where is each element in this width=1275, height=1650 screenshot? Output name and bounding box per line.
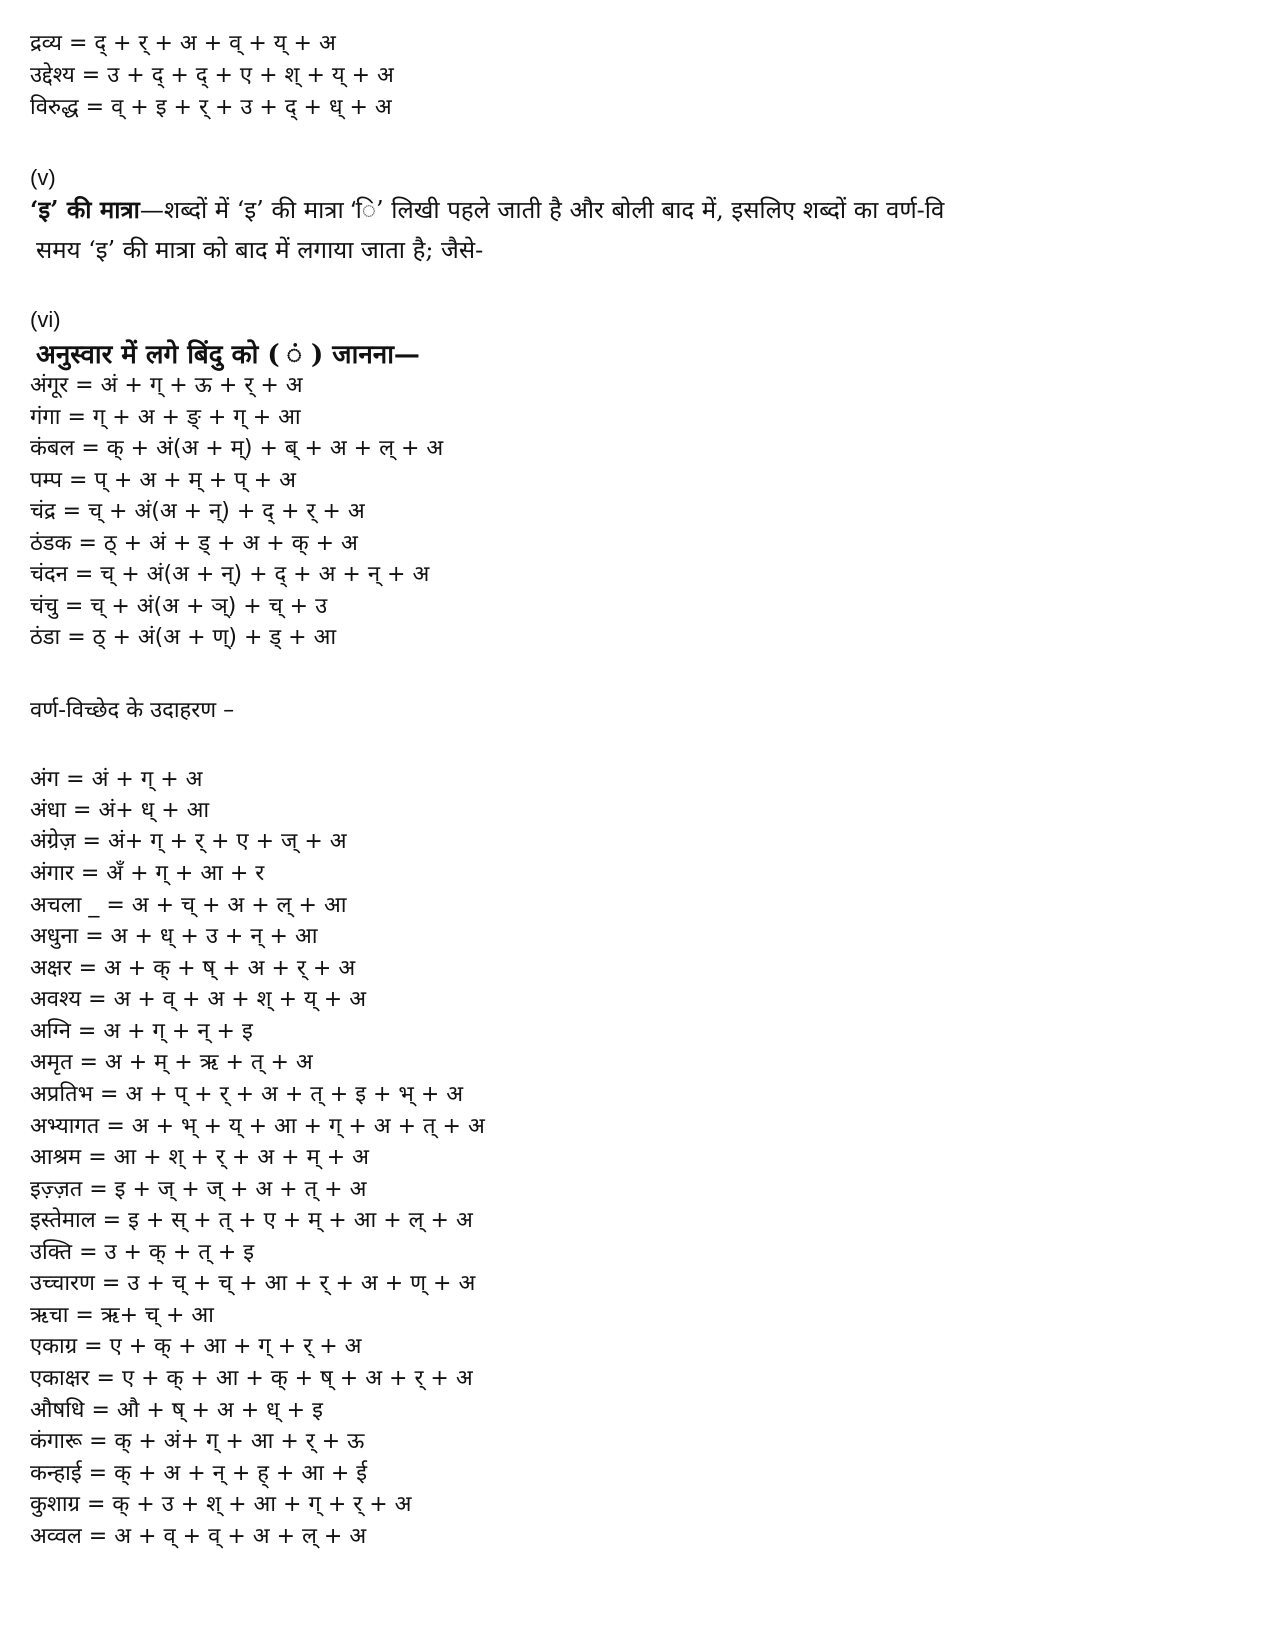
example-line-top-3: विरुद्ध = व् + इ + र् + उ + द् + ध् + अ (30, 95, 392, 120)
example-item: अंधा = अं+ ध् + आ (30, 798, 210, 823)
example-line-top-1: द्रव्य = द् + र् + अ + व् + य् + अ (30, 31, 336, 56)
section-v-bold-lead: ‘इ’ की मात्रा (30, 195, 140, 224)
example-item: अधुना = अ + ध् + उ + न् + आ (30, 924, 318, 949)
example-item: अग्नि = अ + ग् + न् + इ (30, 1019, 253, 1044)
example-item: एकाक्षर = ए + क् + आ + क् + ष् + अ + र् + अ (30, 1366, 473, 1391)
anusvar-item: पम्प = प् + अ + म् + प् + अ (30, 468, 296, 493)
example-item: उच्चारण = उ + च् + च् + आ + र् + अ + ण् + अ (30, 1271, 476, 1296)
section-v-line-1 (30, 194, 944, 226)
example-item: अभ्यागत = अ + भ् + य् + आ + ग् + अ + त् + अ (30, 1114, 485, 1139)
example-item: अंगार = अँ + ग् + आ + र (30, 861, 265, 886)
section-v-label: (v) (30, 165, 56, 190)
anusvar-item: ठंडक = ठ् + अं + ड् + अ + क् + अ (30, 531, 358, 556)
example-item: कंगारू = क् + अं+ ग् + आ + र् + ऊ (30, 1429, 365, 1454)
example-item: कन्हाई = क् + अ + न् + ह् + आ + ई (30, 1461, 368, 1486)
example-item: अचला _ = अ + च् + अ + ल् + आ (30, 893, 347, 918)
example-item: अंग = अं + ग् + अ (30, 767, 203, 792)
examples-heading: वर्ण-विच्छेद के उदाहरण – (30, 698, 235, 723)
example-item: इस्तेमाल = इ + स् + त् + ए + म् + आ + ल् + अ (30, 1208, 473, 1233)
example-item: अव्वल = अ + व् + व् + अ + ल् + अ (30, 1524, 367, 1549)
example-item: इज़्ज़त = इ + ज् + ज् + अ + त् + अ (30, 1177, 367, 1202)
anusvar-item: चंचु = च् + अं(अ + ञ्) + च् + उ (30, 594, 328, 619)
example-item: अप्रतिभ = अ + प् + र् + अ + त् + इ + भ् + अ (30, 1082, 464, 1107)
section-vi-heading: अनुस्वार में लगे बिंदु को ( ं ) जानना— (36, 340, 420, 370)
anusvar-item: चंदन = च् + अं(अ + न्) + द् + अ + न् + अ (30, 562, 430, 587)
example-item: अमृत = अ + म् + ऋ + त् + अ (30, 1050, 313, 1075)
example-item: आश्रम = आ + श् + र् + अ + म् + अ (30, 1145, 369, 1170)
example-item: अक्षर = अ + क् + ष् + अ + र् + अ (30, 956, 356, 981)
example-item: ऋचा = ऋ+ च् + आ (30, 1303, 214, 1328)
example-item: अंग्रेज़ = अं+ ग् + र् + ए + ज् + अ (30, 829, 347, 854)
anusvar-item: कंबल = क् + अं(अ + म्) + ब् + अ + ल् + अ (30, 436, 444, 461)
example-item: अवश्य = अ + व् + अ + श् + य् + अ (30, 987, 367, 1012)
section-vi-label: (vi) (30, 307, 61, 332)
example-item: उक्ति = उ + क् + त् + इ (30, 1240, 255, 1265)
anusvar-item: ठंडा = ठ् + अं(अ + ण्) + ड् + आ (30, 625, 337, 650)
example-item: कुशाग्र = क् + उ + श् + आ + ग् + र् + अ (30, 1492, 412, 1517)
anusvar-item: गंगा = ग् + अ + ङ् + ग् + आ (30, 405, 301, 430)
example-item: एकाग्र = ए + क् + आ + ग् + र् + अ (30, 1334, 362, 1359)
anusvar-item: चंद्र = च् + अं(अ + न्) + द् + र् + अ (30, 499, 365, 524)
anusvar-item: अंगूर = अं + ग् + ऊ + र् + अ (30, 373, 303, 398)
example-item: औषधि = औ + ष् + अ + ध् + इ (30, 1398, 323, 1423)
section-v-line-2: समय ‘इ’ की मात्रा को बाद में लगाया जाता है; जैसे- (36, 236, 484, 264)
section-v-line-1-rest: —शब्दों में ‘इ’ की मात्रा ‘ि’ लिखी पहले जाती है और बोली बाद में, इसलिए शब्दों का वर्ण-वि (139, 196, 945, 224)
example-line-top-2: उद्देश्य = उ + द् + द् + ए + श् + य् + अ (30, 63, 394, 88)
